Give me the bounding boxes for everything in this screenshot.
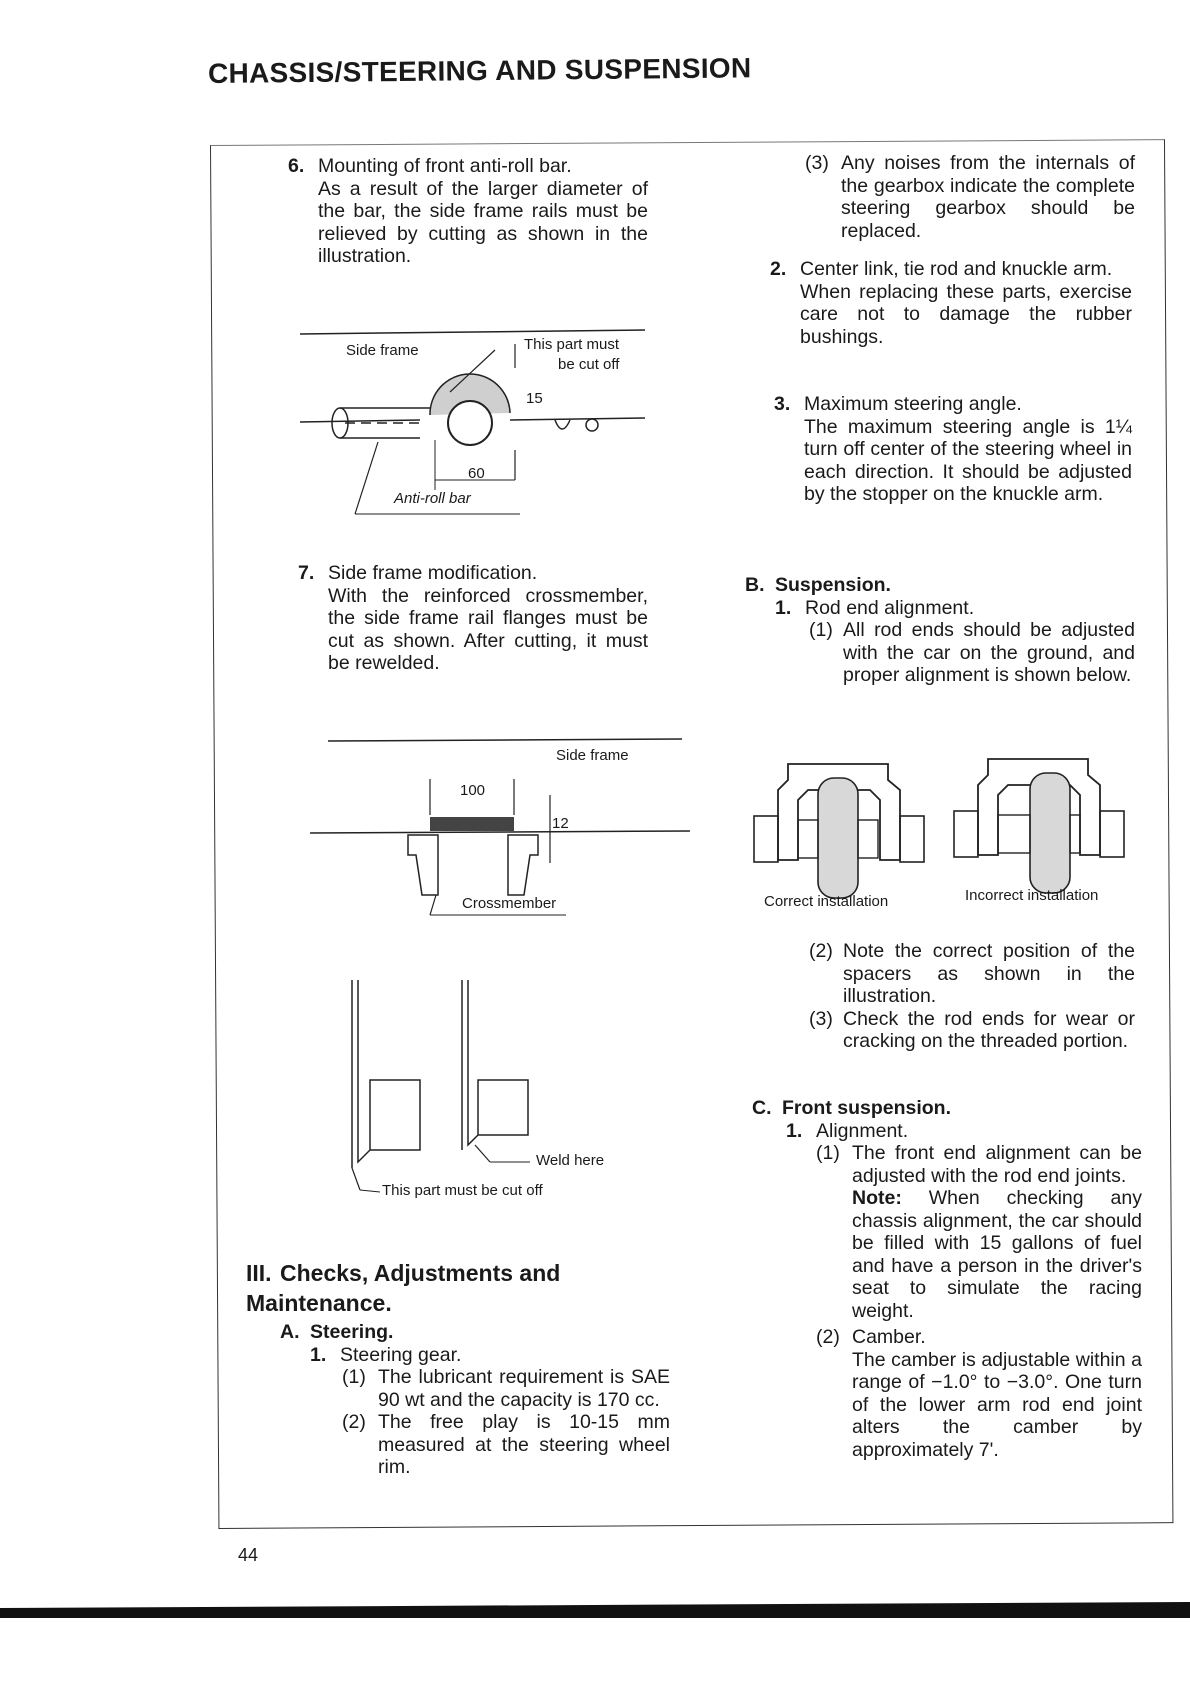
- sub-text: The lubricant requirement is SAE 90 wt and the capacity is 170 cc.: [378, 1366, 670, 1411]
- subsection-letter: C.: [752, 1097, 772, 1119]
- item-title: Rod end alignment.: [805, 596, 975, 619]
- anti-roll-bar-figure: [300, 320, 660, 520]
- sub-number: (1): [816, 1142, 840, 1164]
- side-frame-label: Side frame: [556, 747, 629, 764]
- item-6: [288, 155, 648, 268]
- page-title: CHASSIS/STEERING AND SUSPENSION: [207, 52, 752, 89]
- sub-number: (2): [342, 1411, 366, 1433]
- sub-number: (1): [342, 1366, 366, 1388]
- anti-roll-bar-label: Anti-roll bar: [394, 490, 471, 507]
- note-block: [852, 1187, 1142, 1322]
- subsection-title: Front suspension.: [782, 1097, 952, 1119]
- dimension-12: 12: [552, 815, 569, 832]
- scan-edge-bar: [0, 1600, 1190, 1622]
- sub-text: All rod ends should be adjusted with the car on the ground, and proper alignment is shown below.: [843, 619, 1135, 686]
- sub-text: Check the rod ends for wear or cracking on the threaded portion.: [843, 1007, 1135, 1052]
- incorrect-installation-label: Incorrect installation: [965, 887, 1099, 904]
- item-text: When replacing these parts, exercise care not to damage the rubber bushings.: [800, 280, 1132, 348]
- item-number: 7.: [298, 562, 315, 584]
- section-number: III.: [246, 1260, 272, 1286]
- dimension-60: 60: [468, 465, 485, 482]
- sub-number: (3): [809, 1007, 833, 1030]
- item-number: 1.: [786, 1119, 803, 1142]
- item-7: [298, 562, 648, 675]
- rod-end-incorrect-diagram: [950, 755, 1120, 905]
- correct-installation-label: Correct installation: [764, 893, 889, 910]
- suspension-notes: [809, 940, 1135, 1053]
- sub-text: Note the correct position of the spacers as shown in the illustration.: [843, 940, 1135, 1007]
- sub-number: (1): [809, 619, 833, 641]
- item-title: Center link, tie rod and knuckle arm.: [800, 258, 1113, 280]
- subsection-title: Suspension.: [775, 574, 891, 596]
- item-number: 1.: [775, 596, 792, 619]
- section-3-heading: [246, 1258, 686, 1318]
- item-title: Mounting of front anti-roll bar.: [318, 155, 572, 177]
- item-3: [774, 393, 1132, 506]
- rod-end-correct-diagram: [750, 760, 920, 910]
- item-text: With the reinforced crossmember, the side frame rail flanges must be cut as shown. After cutting, it must be rewelded.: [328, 584, 648, 674]
- item-title: Alignment.: [816, 1119, 909, 1142]
- rod-end-figure-incorrect: [950, 755, 1120, 905]
- crossmember-label: Crossmember: [462, 895, 557, 912]
- weld-figure: [340, 980, 640, 1230]
- item-number: 3.: [774, 393, 791, 415]
- cut-label-line2: be cut off: [558, 356, 620, 373]
- sub-text: The free play is 10-15 mm measured at the steering wheel rim.: [378, 1411, 670, 1478]
- steering-section: [280, 1321, 670, 1479]
- subsection-title: Steering.: [310, 1321, 394, 1343]
- item-number: 1.: [310, 1343, 327, 1366]
- crossmember-figure: [310, 735, 690, 925]
- sub-number: (3): [805, 152, 829, 174]
- sub-title: Camber.: [852, 1326, 926, 1348]
- camber-text: The camber is adjustable within a range of −1.0° to −3.0°. One turn of the lower arm rod end joint alters the camber by approximately 7'.: [852, 1348, 1142, 1461]
- subsection-letter: A.: [280, 1321, 300, 1343]
- item-title: Steering gear.: [340, 1343, 462, 1366]
- sub-number: (2): [809, 940, 833, 962]
- item-2: [770, 258, 1132, 348]
- sub-text: The front end alignment can be adjusted with the rod end joints.: [852, 1142, 1142, 1187]
- item-number: 2.: [770, 258, 787, 280]
- rod-end-figure-correct: [750, 760, 920, 910]
- subsection-letter: B.: [745, 574, 765, 596]
- sub-number: (2): [816, 1326, 840, 1348]
- suspension-section: [745, 574, 1135, 687]
- item-title: Side frame modification.: [328, 562, 538, 584]
- section-title: Checks, Adjustments and Maintenance.: [246, 1260, 561, 1316]
- item-title: Maximum steering angle.: [804, 393, 1022, 415]
- note-text: When checking any chassis alignment, the car should be filled with 15 gallons of fuel and have a person in the driver's seat to simulate the racing weight.: [852, 1187, 1143, 1322]
- sub-text: Any noises from the internals of the gearbox indicate the complete steering gearbox should be replaced.: [841, 152, 1135, 242]
- side-frame-label: Side frame: [346, 342, 419, 359]
- page-number: 44: [238, 1545, 259, 1565]
- cut-label-line1: This part must: [524, 336, 620, 353]
- item-text: As a result of the larger diameter of the bar, the side frame rails must be relieved by cutting as shown in the illustration.: [318, 177, 648, 267]
- gearbox-noise-item: [805, 152, 1135, 242]
- dimension-100: 100: [460, 782, 486, 799]
- item-text: The maximum steering angle is 1¼ turn off center of the steering wheel in each direction. It should be adjusted by the stopper on the knuckle arm.: [804, 415, 1132, 505]
- note-label: Note:: [852, 1187, 902, 1209]
- weld-here-label: Weld here: [536, 1152, 605, 1169]
- cut-off-label: This part must be cut off: [382, 1182, 543, 1199]
- dimension-15: 15: [526, 390, 543, 407]
- item-number: 6.: [288, 155, 305, 177]
- front-suspension-section: [752, 1097, 1142, 1461]
